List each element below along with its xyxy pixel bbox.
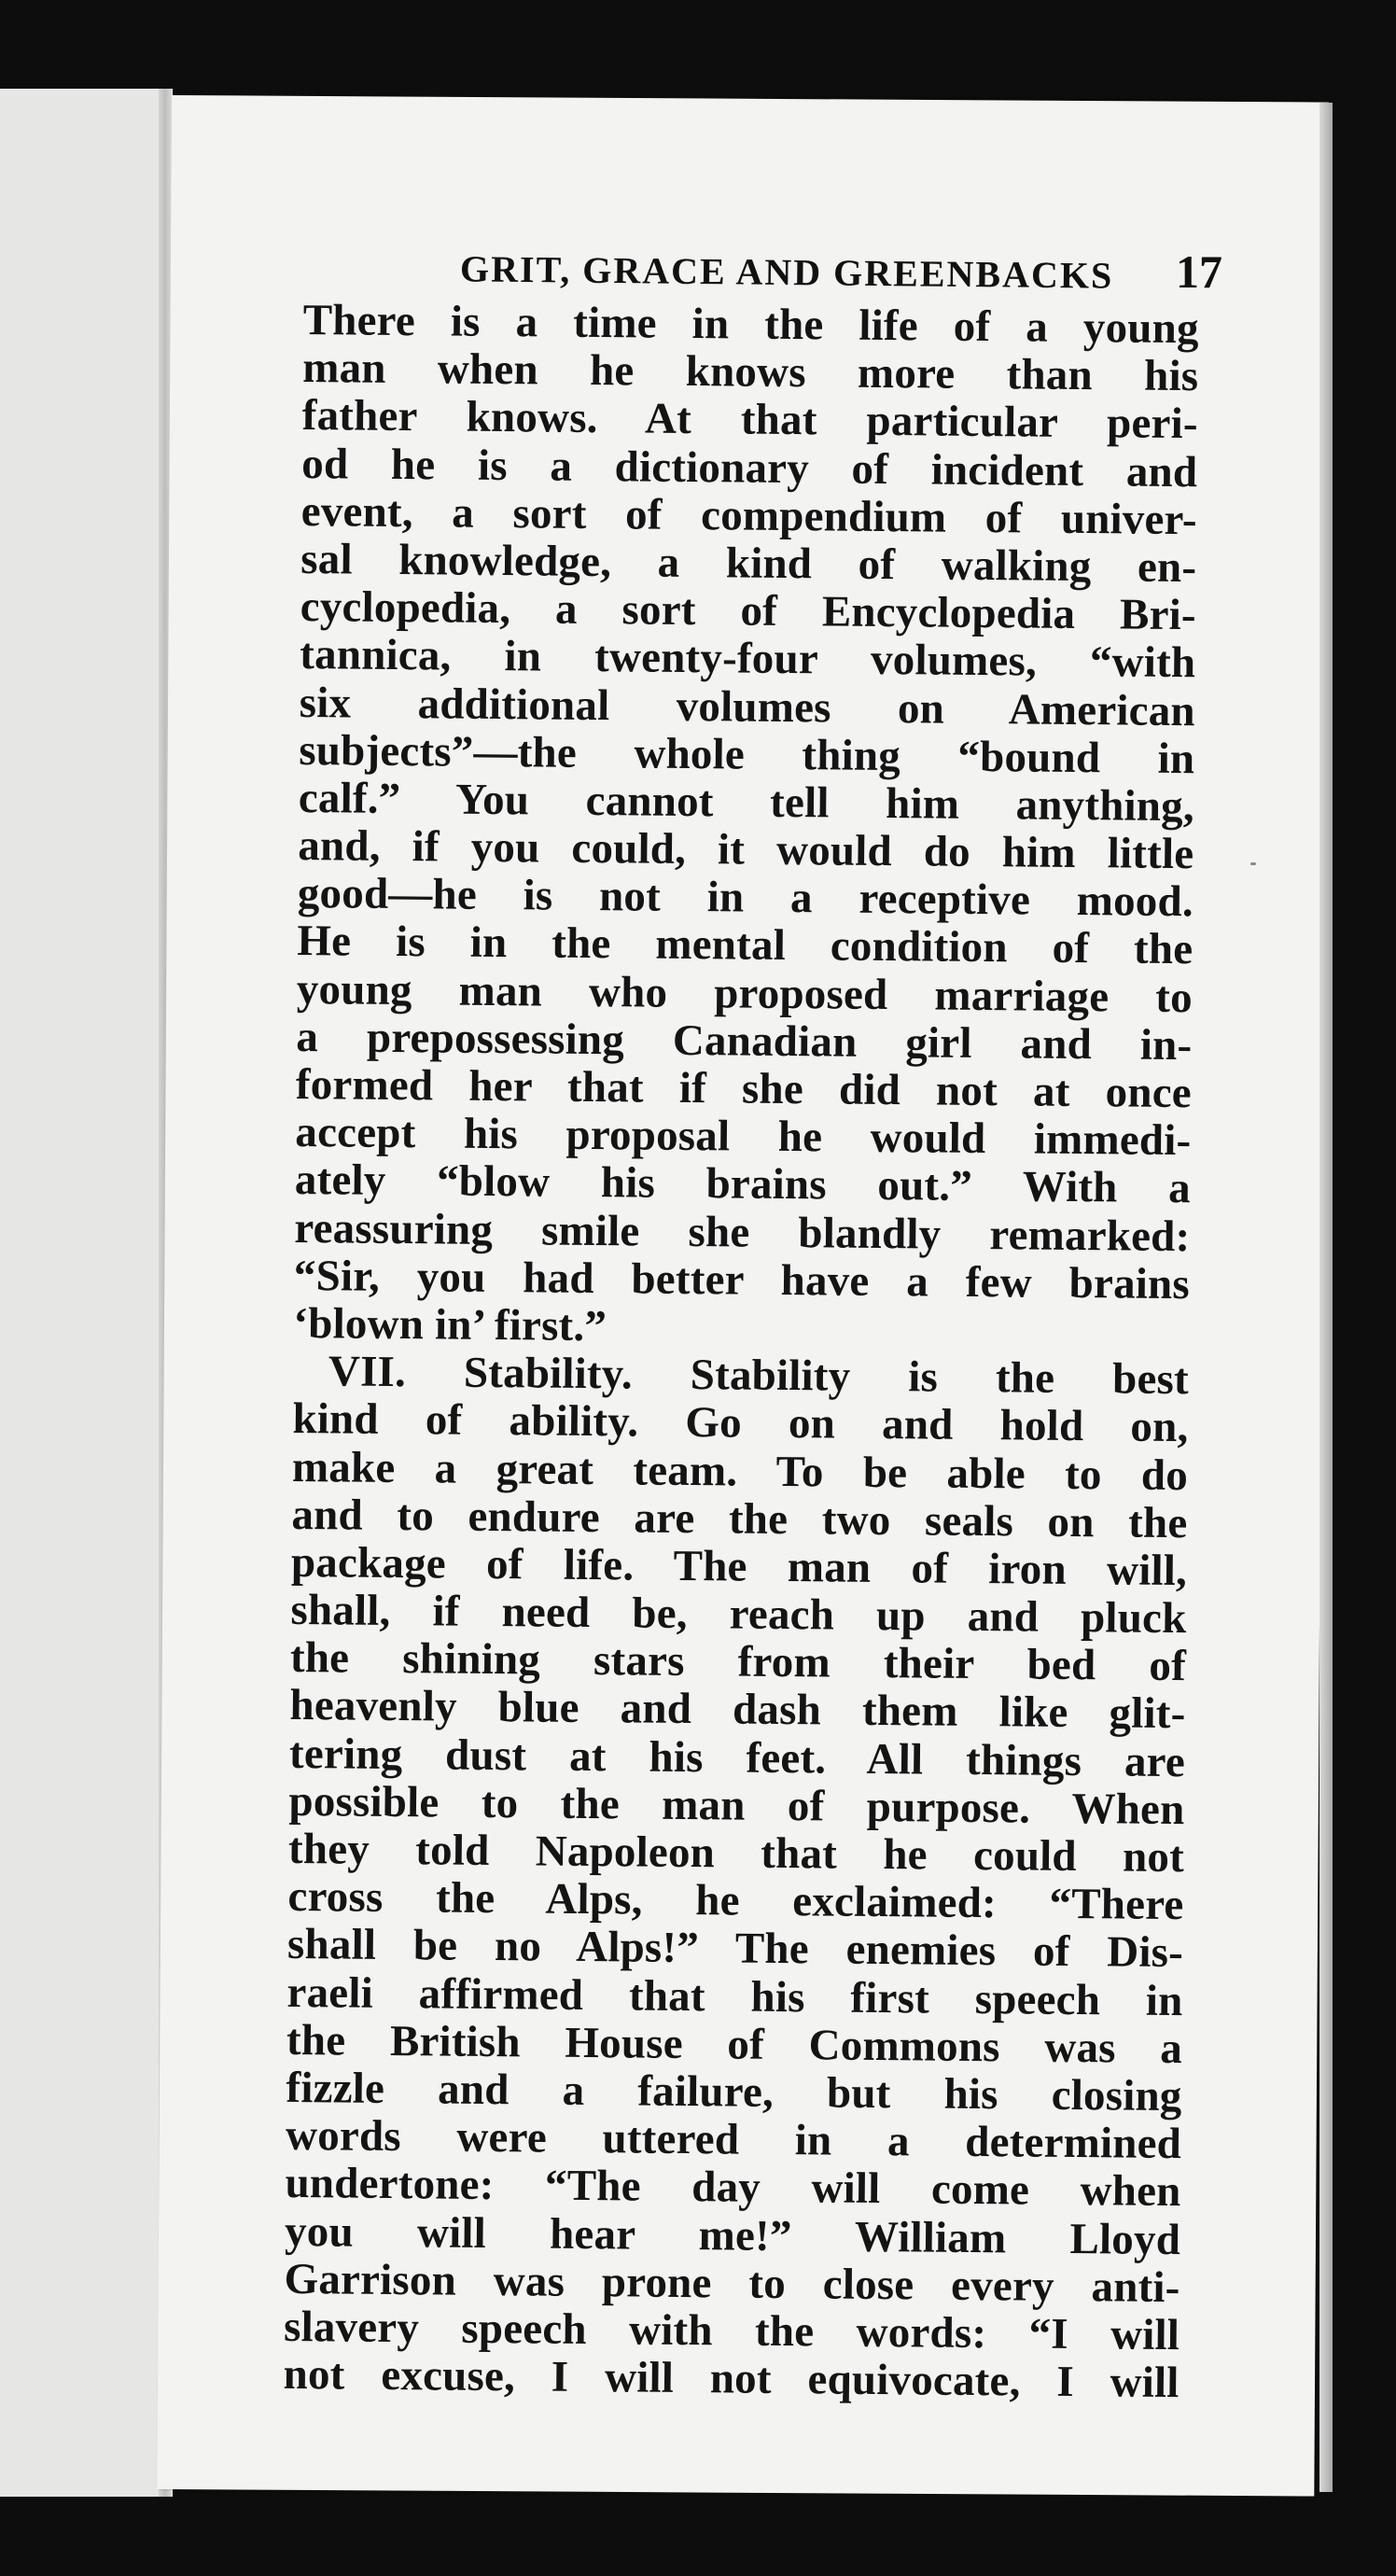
text-line: fizzle and a failure, but his closing	[286, 2063, 1182, 2121]
text-line: not excuse, I will not equivocate, I will	[283, 2349, 1180, 2408]
paragraph-1	[293, 297, 1199, 1356]
facing-page	[0, 89, 173, 2497]
text-line: cross the Alps, he exclaimed: “There	[287, 1872, 1184, 1930]
text-line: a prepossessing Canadian girl and in-	[296, 1012, 1193, 1070]
text-line: and to endure are the two seals on the	[291, 1490, 1188, 1547]
text-line: six additional volumes on American	[299, 678, 1196, 735]
page-number: 17	[1176, 245, 1222, 298]
text-line: father knows. At that particular peri-	[301, 391, 1198, 449]
text-line: and, if you could, it would do him little	[298, 821, 1194, 879]
text-line: calf.” You cannot tell him anything,	[298, 773, 1195, 832]
text-line: There is a time in the life of a young	[302, 296, 1199, 354]
text-line: make a great team. To be able to do	[291, 1442, 1189, 1500]
text-line: tannica, in twenty-four volumes, “with	[300, 630, 1196, 688]
text-line: formed her that if she did not at once	[295, 1059, 1193, 1118]
text-line: man when he knows more than his	[302, 343, 1199, 401]
text-line: He is in the mental condition of the	[297, 917, 1194, 974]
text-line: they told Napoleon that he could not	[287, 1824, 1185, 1883]
page-edge	[1319, 103, 1333, 2492]
text-line: tering dust at his feet. All things are	[288, 1729, 1186, 1786]
text-line: od he is a dictionary of incident and	[301, 439, 1198, 497]
text-line: raeli affirmed that his first speech in	[286, 1967, 1183, 2025]
text-line: package of life. The man of iron will,	[290, 1537, 1188, 1596]
text-line: accept his proposal he would immedi-	[295, 1108, 1192, 1166]
text-line: heavenly blue and dash them like glit-	[289, 1681, 1186, 1739]
text-line: VII. Stability. Stability is the best	[328, 1347, 1190, 1405]
text-line: ately “blow his brains out.” With a	[294, 1155, 1192, 1213]
text-line: ‘blown in’ first.”	[293, 1298, 607, 1351]
text-line: the shining stars from their bed of	[289, 1633, 1187, 1691]
text-line: good—he is not in a receptive mood.	[297, 869, 1194, 927]
text-line: reassuring smile she blandly remarked:	[294, 1203, 1191, 1261]
text-line: event, a sort of compendium of univer-	[300, 486, 1197, 544]
text-line: words were uttered in a determined	[285, 2111, 1182, 2169]
text-line: kind of ability. Go on and hold on,	[292, 1394, 1189, 1452]
text-line: possible to the man of purpose. When	[288, 1776, 1185, 1834]
text-line: shall, if need be, reach up and pluck	[290, 1585, 1187, 1644]
paper-speck	[1250, 862, 1256, 865]
running-head	[285, 245, 1222, 301]
text-line: Garrison was prone to close every anti-	[284, 2254, 1180, 2312]
text-line: “Sir, you had better have a few brains	[293, 1251, 1191, 1309]
body-text	[283, 297, 1199, 2407]
text-line: the British House of Commons was a	[286, 2015, 1183, 2073]
text-line: shall be no Alps!” The enemies of Dis-	[286, 1920, 1184, 1978]
text-line: sal knowledge, a kind of walking en-	[300, 534, 1197, 593]
text-line: undertone: “The day will come when	[285, 2159, 1181, 2217]
text-line: slavery speech with the words: “I will	[283, 2302, 1180, 2359]
text-line: young man who proposed marriage to	[296, 964, 1194, 1022]
text-line: cyclopedia, a sort of Encyclopedia Bri-	[300, 582, 1197, 640]
text-line: subjects”—the whole thing “bound in	[299, 725, 1195, 783]
paragraph-2	[283, 1348, 1189, 2407]
running-title: GRIT, GRACE AND GREENBACKS	[459, 247, 1114, 297]
text-line: you will hear me!” William Lloyd	[284, 2206, 1181, 2264]
